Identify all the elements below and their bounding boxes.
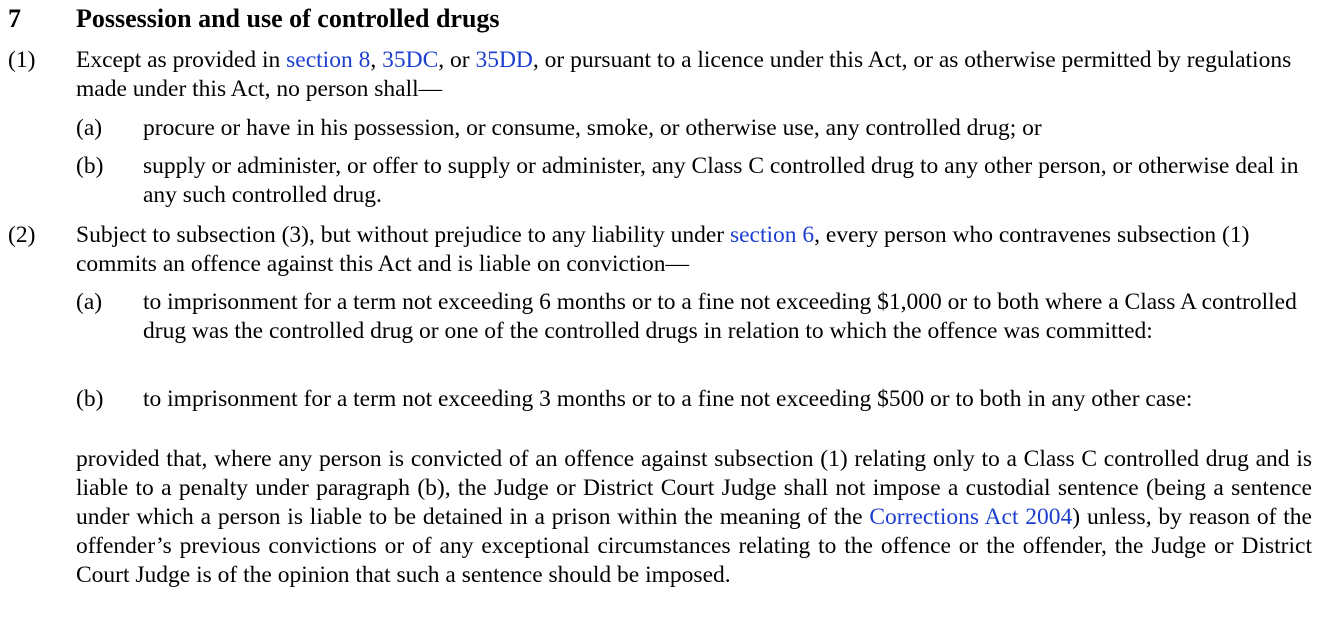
paragraph-2a-label: (a) bbox=[76, 289, 103, 315]
subsection-1-label: (1) bbox=[8, 47, 36, 73]
section-8-link[interactable]: section 8 bbox=[286, 47, 371, 73]
text-fragment: , bbox=[370, 47, 383, 73]
subsection-1-text bbox=[76, 46, 1312, 104]
paragraph-2b-label: (b) bbox=[76, 386, 104, 412]
section-title: Possession and use of controlled drugs bbox=[76, 4, 500, 33]
section-35dd-link[interactable]: 35DD bbox=[475, 47, 533, 73]
section-heading bbox=[8, 2, 500, 36]
text-fragment: provided that, where any person is convicted of an offence against subsection (1) relating only to a Class C controlled drug and is liable to a penalty under paragraph (b), the Judge or District Court Judge shall not impose a custodial sentence (being a sentence under which a person is liable to be detained in a prison within the meaning of the bbox=[76, 446, 1312, 530]
paragraph-1b-label: (b) bbox=[76, 153, 104, 179]
corrections-act-2004-link[interactable]: Corrections Act 2004 bbox=[869, 504, 1073, 530]
paragraph-2a-text: to imprisonment for a term not exceeding 6 months or to a fine not exceeding $1,000 or to both where a Class A controlled drug was the controlled drug or one of the controlled drugs in relation to which the offence was committed: bbox=[143, 289, 1297, 344]
section-number: 7 bbox=[8, 4, 21, 33]
subsection-2-text bbox=[76, 221, 1312, 279]
subsection-2-label: (2) bbox=[8, 222, 36, 248]
text-fragment: , or bbox=[438, 47, 476, 73]
text-fragment: Subject to subsection (3), but without prejudice to any liability under bbox=[76, 222, 730, 248]
paragraph-2b-text: to imprisonment for a term not exceeding 3 months or to a fine not exceeding $500 or to both in any other case: bbox=[143, 386, 1193, 412]
paragraph-1a-text: procure or have in his possession, or consume, smoke, or otherwise use, any controlled drug; or bbox=[143, 115, 1042, 141]
text-fragment: ) unless, by reason of the offender’s previous convictions or of any exceptional circumstances relating to the offence or the offender, the Judge or District Court Judge is of the opinion that such a sentence should be imposed. bbox=[76, 504, 1312, 588]
section-35dc-link[interactable]: 35DC bbox=[382, 47, 439, 73]
text-fragment: , or pursuant to a licence under this Act, or as otherwise permitted by regulations made under this Act, no person shall— bbox=[76, 47, 1292, 102]
section-6-link[interactable]: section 6 bbox=[729, 222, 815, 248]
text-fragment: , every person who contravenes subsection (1) commits an offence against this Act and is liable on conviction— bbox=[76, 222, 1250, 277]
proviso-text bbox=[76, 445, 1312, 590]
paragraph-1b-text: supply or administer, or offer to supply or administer, any Class C controlled drug to any other person, or otherwise deal in any such controlled drug. bbox=[143, 153, 1299, 208]
paragraph-1a-label: (a) bbox=[76, 115, 103, 141]
text-fragment: Except as provided in bbox=[76, 47, 287, 73]
